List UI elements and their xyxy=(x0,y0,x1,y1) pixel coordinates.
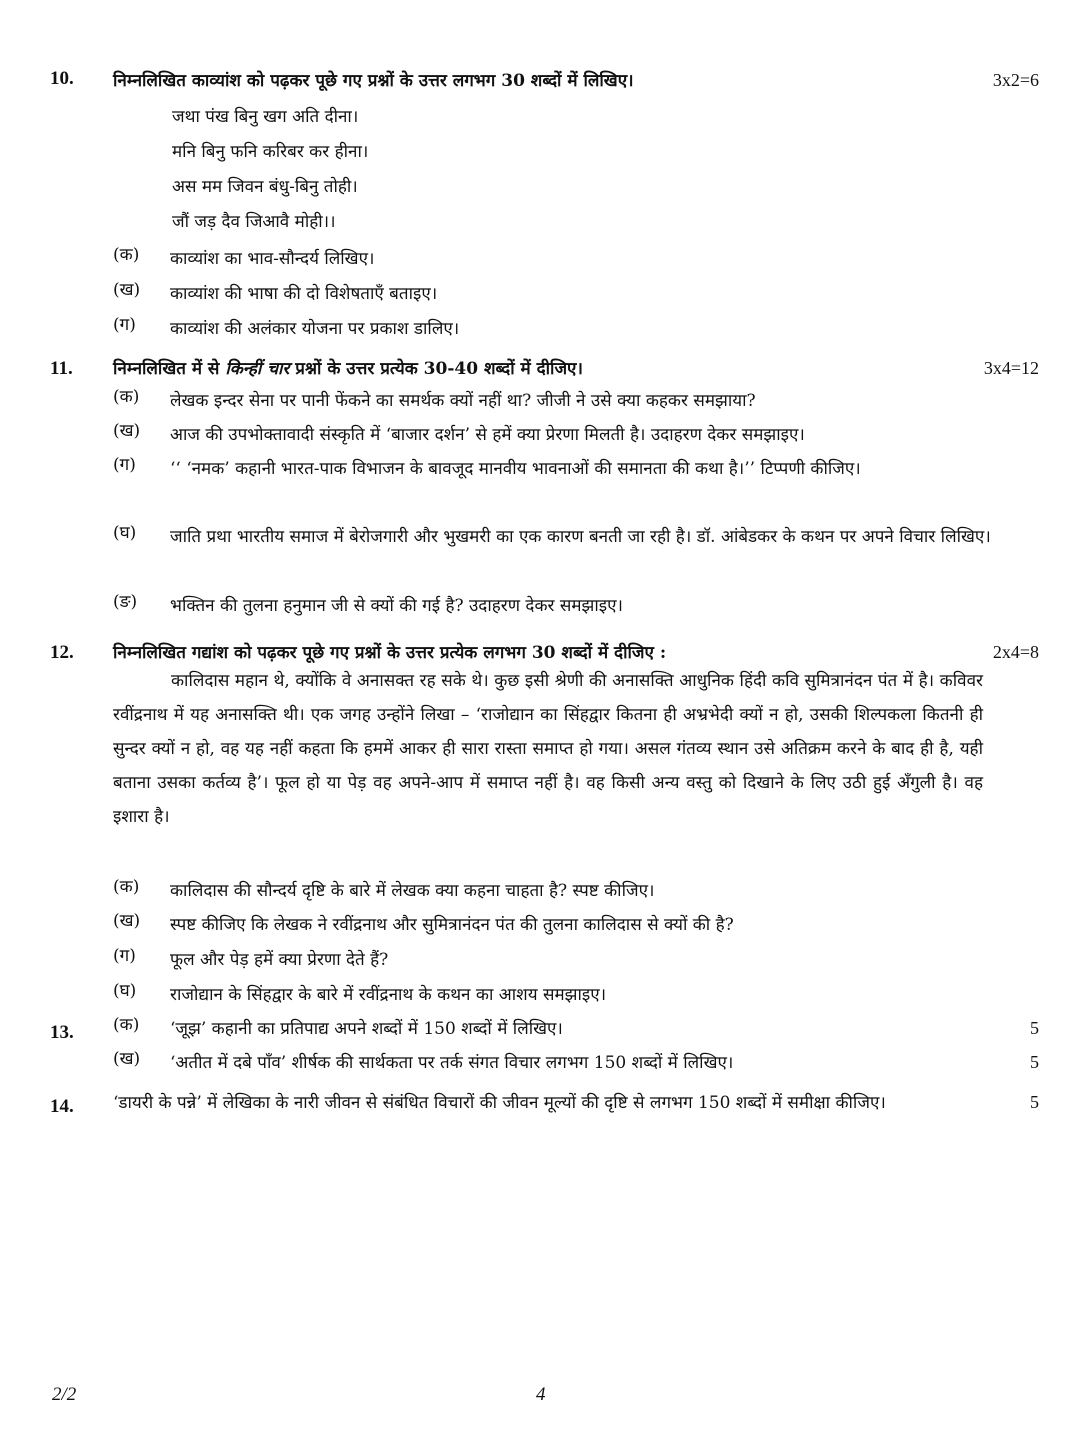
subquestion-text: स्पष्ट कीजिए कि लेखक ने रवींद्रनाथ और सुमित्रानंदन पंत की तुलना कालिदास से क्यों की है? xyxy=(170,915,734,935)
question-text: ‘डायरी के पन्ने’ में लेखिका के नारी जीवन से संबंधित विचारों की जीवन मूल्यों की दृष्टि से लगभग 150 शब्दों में समीक्षा कीजिए। xyxy=(113,1093,886,1113)
subquestion-label: (ग) xyxy=(113,946,136,966)
verse-line: मनि बिनु फनि करिबर कर हीना। xyxy=(172,142,369,162)
question-heading: निम्नलिखित गद्यांश को पढ़कर पूछे गए प्रश्नों के उत्तर प्रत्येक लगभग 30 शब्दों में दीजिए : xyxy=(113,643,667,663)
question-heading xyxy=(113,356,583,379)
verse-line: जथा पंख बिनु खग अति दीना। xyxy=(172,107,359,127)
question-marks: 5 xyxy=(1030,1092,1039,1112)
subquestion-label: (ख) xyxy=(113,280,141,300)
heading-text: निम्नलिखित में से xyxy=(113,359,226,379)
subquestion-text: काव्यांश की भाषा की दो विशेषताएँ बताइए। xyxy=(170,284,438,304)
question-number: 14. xyxy=(50,1096,74,1117)
heading-emphasis: किन्हीं चार xyxy=(225,359,290,379)
subquestion-text: जाति प्रथा भारतीय समाज में बेरोजगारी और भुखमरी का एक कारण बनती जा रही है। डॉ. आंबेडकर के कथन पर अपने विचार लिखिए। xyxy=(170,527,991,547)
subquestion-text: काव्यांश की अलंकार योजना पर प्रकाश डालिए। xyxy=(170,319,460,339)
question-number: 13. xyxy=(50,1022,74,1043)
subquestion-text: फूल और पेड़ हमें क्या प्रेरणा देते हैं? xyxy=(170,950,389,970)
question-marks: 5 xyxy=(1030,1018,1039,1038)
subquestion-label: (क) xyxy=(113,245,140,265)
question-marks: 2x4=8 xyxy=(992,642,1039,662)
question-heading: निम्नलिखित काव्यांश को पढ़कर पूछे गए प्रश्नों के उत्तर लगभग 30 शब्दों में लिखिए। xyxy=(113,71,634,91)
subquestion-text: आज की उपभोक्तावादी संस्कृति में ‘बाजार दर्शन’ से हमें क्या प्रेरणा मिलती है। उदाहरण देकर समझाइए। xyxy=(170,425,805,445)
page-number: 4 xyxy=(536,1384,546,1405)
subquestion-label: (क) xyxy=(113,877,140,897)
prose-passage: कालिदास महान थे, क्योंकि वे अनासक्त रह सके थे। कुछ इसी श्रेणी की अनासक्ति आधुनिक हिंदी कवि सुमित्रानंदन पंत में है। कविवर रवींद्रनाथ में यह अनासक्ति थी। एक जगह उन्होंने लिखा – ‘राजोद्यान का सिंहद्वार कितना ही अभ्रभेदी क्यों न हो, उसकी शिल्पकला कितनी ही सुन्दर क्यों न हो, वह यह नहीं कहता कि हममें आकर ही सारा रास्ता समाप्त हो गया। असल गंतव्य स्थान उसे अतिक्रम करने के बाद ही है, यही बताना उसका कर्तव्य है’। फूल हो या पेड़ वह अपने-आप में समाप्त नहीं है। वह किसी अन्य वस्तु को दिखाने के लिए उठी हुई अँगुली है। वह इशारा है। xyxy=(113,671,983,827)
subquestion-text: ‘‘ ‘नमक’ कहानी भारत-पाक विभाजन के बावजूद मानवीय भावनाओं की समानता की कथा है।’’ टिप्पणी कीजिए। xyxy=(170,459,861,479)
verse-line: अस मम जिवन बंधु-बिनु तोही। xyxy=(172,177,358,197)
subquestion-label: (घ) xyxy=(113,981,137,1001)
question-marks: 3x4=12 xyxy=(983,358,1039,378)
subquestion-label: (ग) xyxy=(113,455,136,475)
subquestion-label: (ख) xyxy=(113,421,141,441)
subquestion-label: (ख) xyxy=(113,911,141,931)
question-marks: 3x2=6 xyxy=(992,70,1039,90)
question-marks: 5 xyxy=(1030,1052,1039,1072)
question-number: 11. xyxy=(50,358,73,379)
subquestion-text: राजोद्यान के सिंहद्वार के बारे में रवींद्रनाथ के कथन का आशय समझाइए। xyxy=(170,985,607,1005)
subquestion-label: (क) xyxy=(113,1015,140,1035)
subquestion-label: (ख) xyxy=(113,1049,141,1069)
question-number: 12. xyxy=(50,642,74,663)
paper-code: 2/2 xyxy=(52,1384,77,1405)
subquestion-text: भक्तिन की तुलना हनुमान जी से क्यों की गई है? उदाहरण देकर समझाइए। xyxy=(170,596,623,616)
subquestion-text: लेखक इन्दर सेना पर पानी फेंकने का समर्थक क्यों नहीं था? जीजी ने उसे क्या कहकर समझाया? xyxy=(170,391,756,411)
subquestion-text: कालिदास की सौन्दर्य दृष्टि के बारे में लेखक क्या कहना चाहता है? स्पष्ट कीजिए। xyxy=(170,881,655,901)
subquestion-text: ‘अतीत में दबे पाँव’ शीर्षक की सार्थकता पर तर्क संगत विचार लगभग 150 शब्दों में लिखिए। xyxy=(170,1053,734,1073)
question-number: 10. xyxy=(50,68,74,89)
heading-text: प्रश्नों के उत्तर प्रत्येक 30-40 शब्दों में दीजिए। xyxy=(289,359,583,379)
subquestion-label: (ङ) xyxy=(113,592,138,612)
verse-line: जौं जड़ दैव जिआवै मोही।। xyxy=(172,212,336,232)
subquestion-text: काव्यांश का भाव-सौन्दर्य लिखिए। xyxy=(170,249,375,269)
subquestion-label: (घ) xyxy=(113,523,137,543)
subquestion-text: ‘जूझ’ कहानी का प्रतिपाद्य अपने शब्दों में 150 शब्दों में लिखिए। xyxy=(170,1019,563,1039)
subquestion-label: (ग) xyxy=(113,315,136,335)
subquestion-label: (क) xyxy=(113,387,140,407)
